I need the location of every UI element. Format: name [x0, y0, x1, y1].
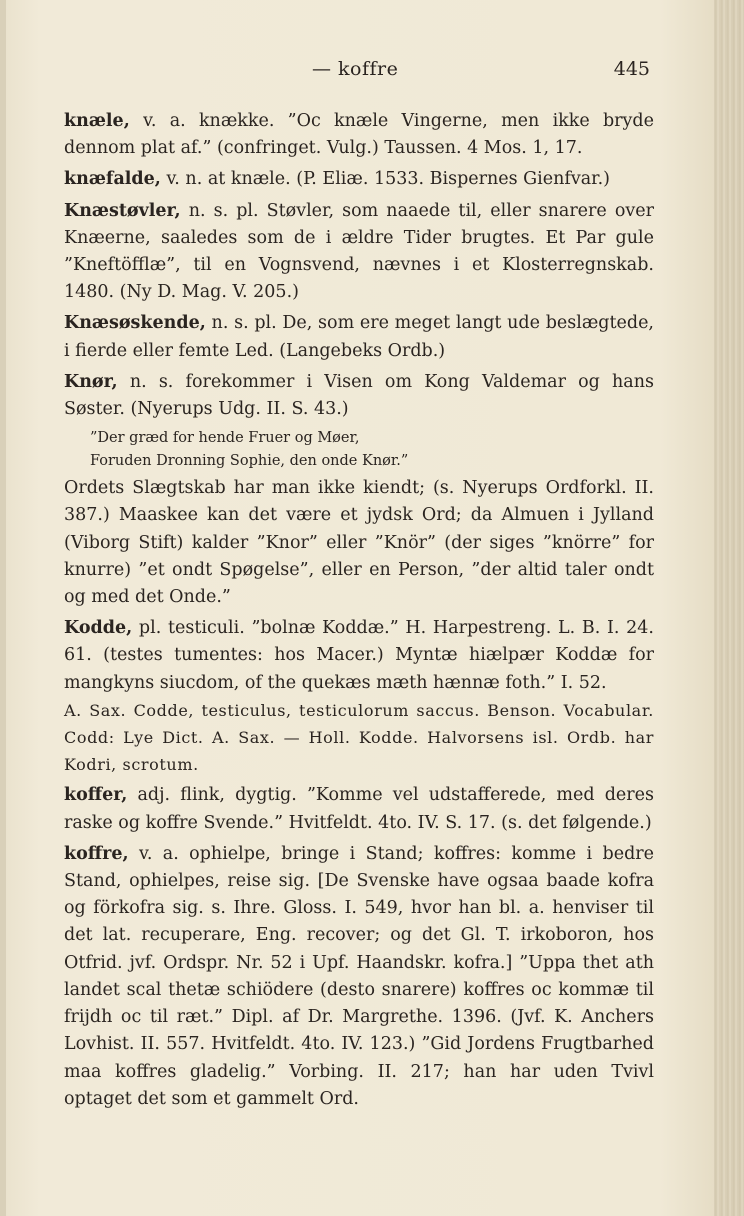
- entry-knaefalde: [64, 166, 654, 193]
- lemma: Knæstøvler,: [64, 200, 181, 221]
- entry-body: n. s. forekommer i Visen om Kong Valdemar og hans Søster. (Nyerups Udg. II. S. 43.): [64, 371, 654, 420]
- entry-body: v. n. at knæle. (P. Eliæ. 1533. Bispernes Gienfvar.): [166, 169, 610, 190]
- running-head: — koffre: [312, 58, 399, 80]
- page-left-edge: [0, 0, 6, 1216]
- entry-body: v. a. knække. ”Oc knæle Vingerne, men ikke bryde dennom plat af.” (confringet. Vulg.) Taussen. 4 Mos. 1, 17.: [64, 111, 654, 159]
- lemma: Knør,: [64, 371, 118, 392]
- lemma: koffer,: [64, 785, 128, 806]
- entry-body: pl. testiculi. ”bolnæ Koddæ.” H. Harpestreng. L. B. I. 24. 61. (testes tumentes: hos Macer.) Myntæ hiælpær Koddæ for mangkyns siucdom, of the quekæs mæth hænnæ foth.” I. 52.: [64, 618, 654, 693]
- entry-koffer: [64, 782, 654, 836]
- verse-line: ”Der græd for hende Fruer og Møer,: [90, 430, 360, 447]
- verse-quote: [90, 427, 654, 473]
- entry-kodde: [64, 615, 654, 778]
- lemma: Knæsøskende,: [64, 313, 206, 334]
- entry-body-small: A. Sax. Codde, testiculus, testiculorum saccus. Benson. Vocabular. Codd: Lye Dict. A. Sax. — Holl. Kodde. Halvorsens isl. Ordb. har Kodri, scrotum.: [64, 700, 654, 775]
- entry-knaele: [64, 108, 654, 162]
- lemma: koffre,: [64, 843, 129, 864]
- lemma: knæle,: [64, 111, 130, 131]
- entry-body: n. s. pl. De, som ere meget langt ude beslægtede, i fierde eller femte Led. (Langebeks Ordb.): [64, 313, 654, 361]
- lemma: Kodde,: [64, 618, 133, 639]
- entry-body: v. a. ophielpe, bringe i Stand; koffres: komme i bedre Stand, ophielpes, reise sig. [De Svenske have ogsaa baade kofra og förkofra sig. s. Ihre. Gloss. I. 549, hvor han bl. a. henviser til det lat. recuperare, Eng. recover; og det Gl. T. irkoboron, hos Otfrid. jvf. Ordspr. Nr. 52 i Upf. Haandskr. kofra.] ”Uppa thet ath landet scal thetæ schiödere (desto snarere) koffres oc kommæ til frijdh oc til ræt.” Dipl. af Dr. Margrethe. 1396. (Jvf. K. Anchers Lovhist. II. 557. Hvitfeldt. 4to. IV. 123.) ”Gid Jordens Frugtbarhed maa koffres gladelig.” Vorbing. II. 217; han har uden Tvivl optaget det som et gammelt Ord.: [64, 843, 654, 1109]
- entry-knaesoskende: [64, 310, 654, 364]
- lemma: knæfalde,: [64, 169, 161, 190]
- entry-knor: [64, 369, 654, 423]
- entry-body: n. s. pl. Støvler, som naaede til, eller snarere over Knæerne, saaledes som de i ældre Tider brugtes. Et Par gule ”Kneftöfflæ”, til en Vognsvend, nævnes i et Klosterregnskab. 1480. (Ny D. Mag. V. 205.): [64, 200, 654, 303]
- page-header: [64, 58, 650, 84]
- book-spine: [714, 0, 744, 1216]
- page-number: 445: [613, 58, 650, 80]
- entry-koffre: [64, 841, 654, 1113]
- dictionary-text: [64, 108, 654, 1117]
- verse-line: Foruden Dronning Sophie, den onde Knør.”: [90, 453, 409, 470]
- entry-body: adj. flink, dygtig. ”Komme vel udstafferede, med deres raske og koffre Svende.” Hvitfeldt. 4to. IV. S. 17. (s. det følgende.): [64, 785, 654, 833]
- entry-knor-continuation: Ordets Slægtskab har man ikke kiendt; (s. Nyerups Ordforkl. II. 387.) Maaskee kan det være et jydsk Ord; da Almuen i Jylland (Viborg Stift) kalder ”Knor” eller ”Knör” (der siges ”knörre” for knurre) ”et ondt Spøgelse”, eller en Person, ”der altid taler ondt og med det Onde.”: [64, 478, 654, 608]
- entry-knaestovler: [64, 198, 654, 307]
